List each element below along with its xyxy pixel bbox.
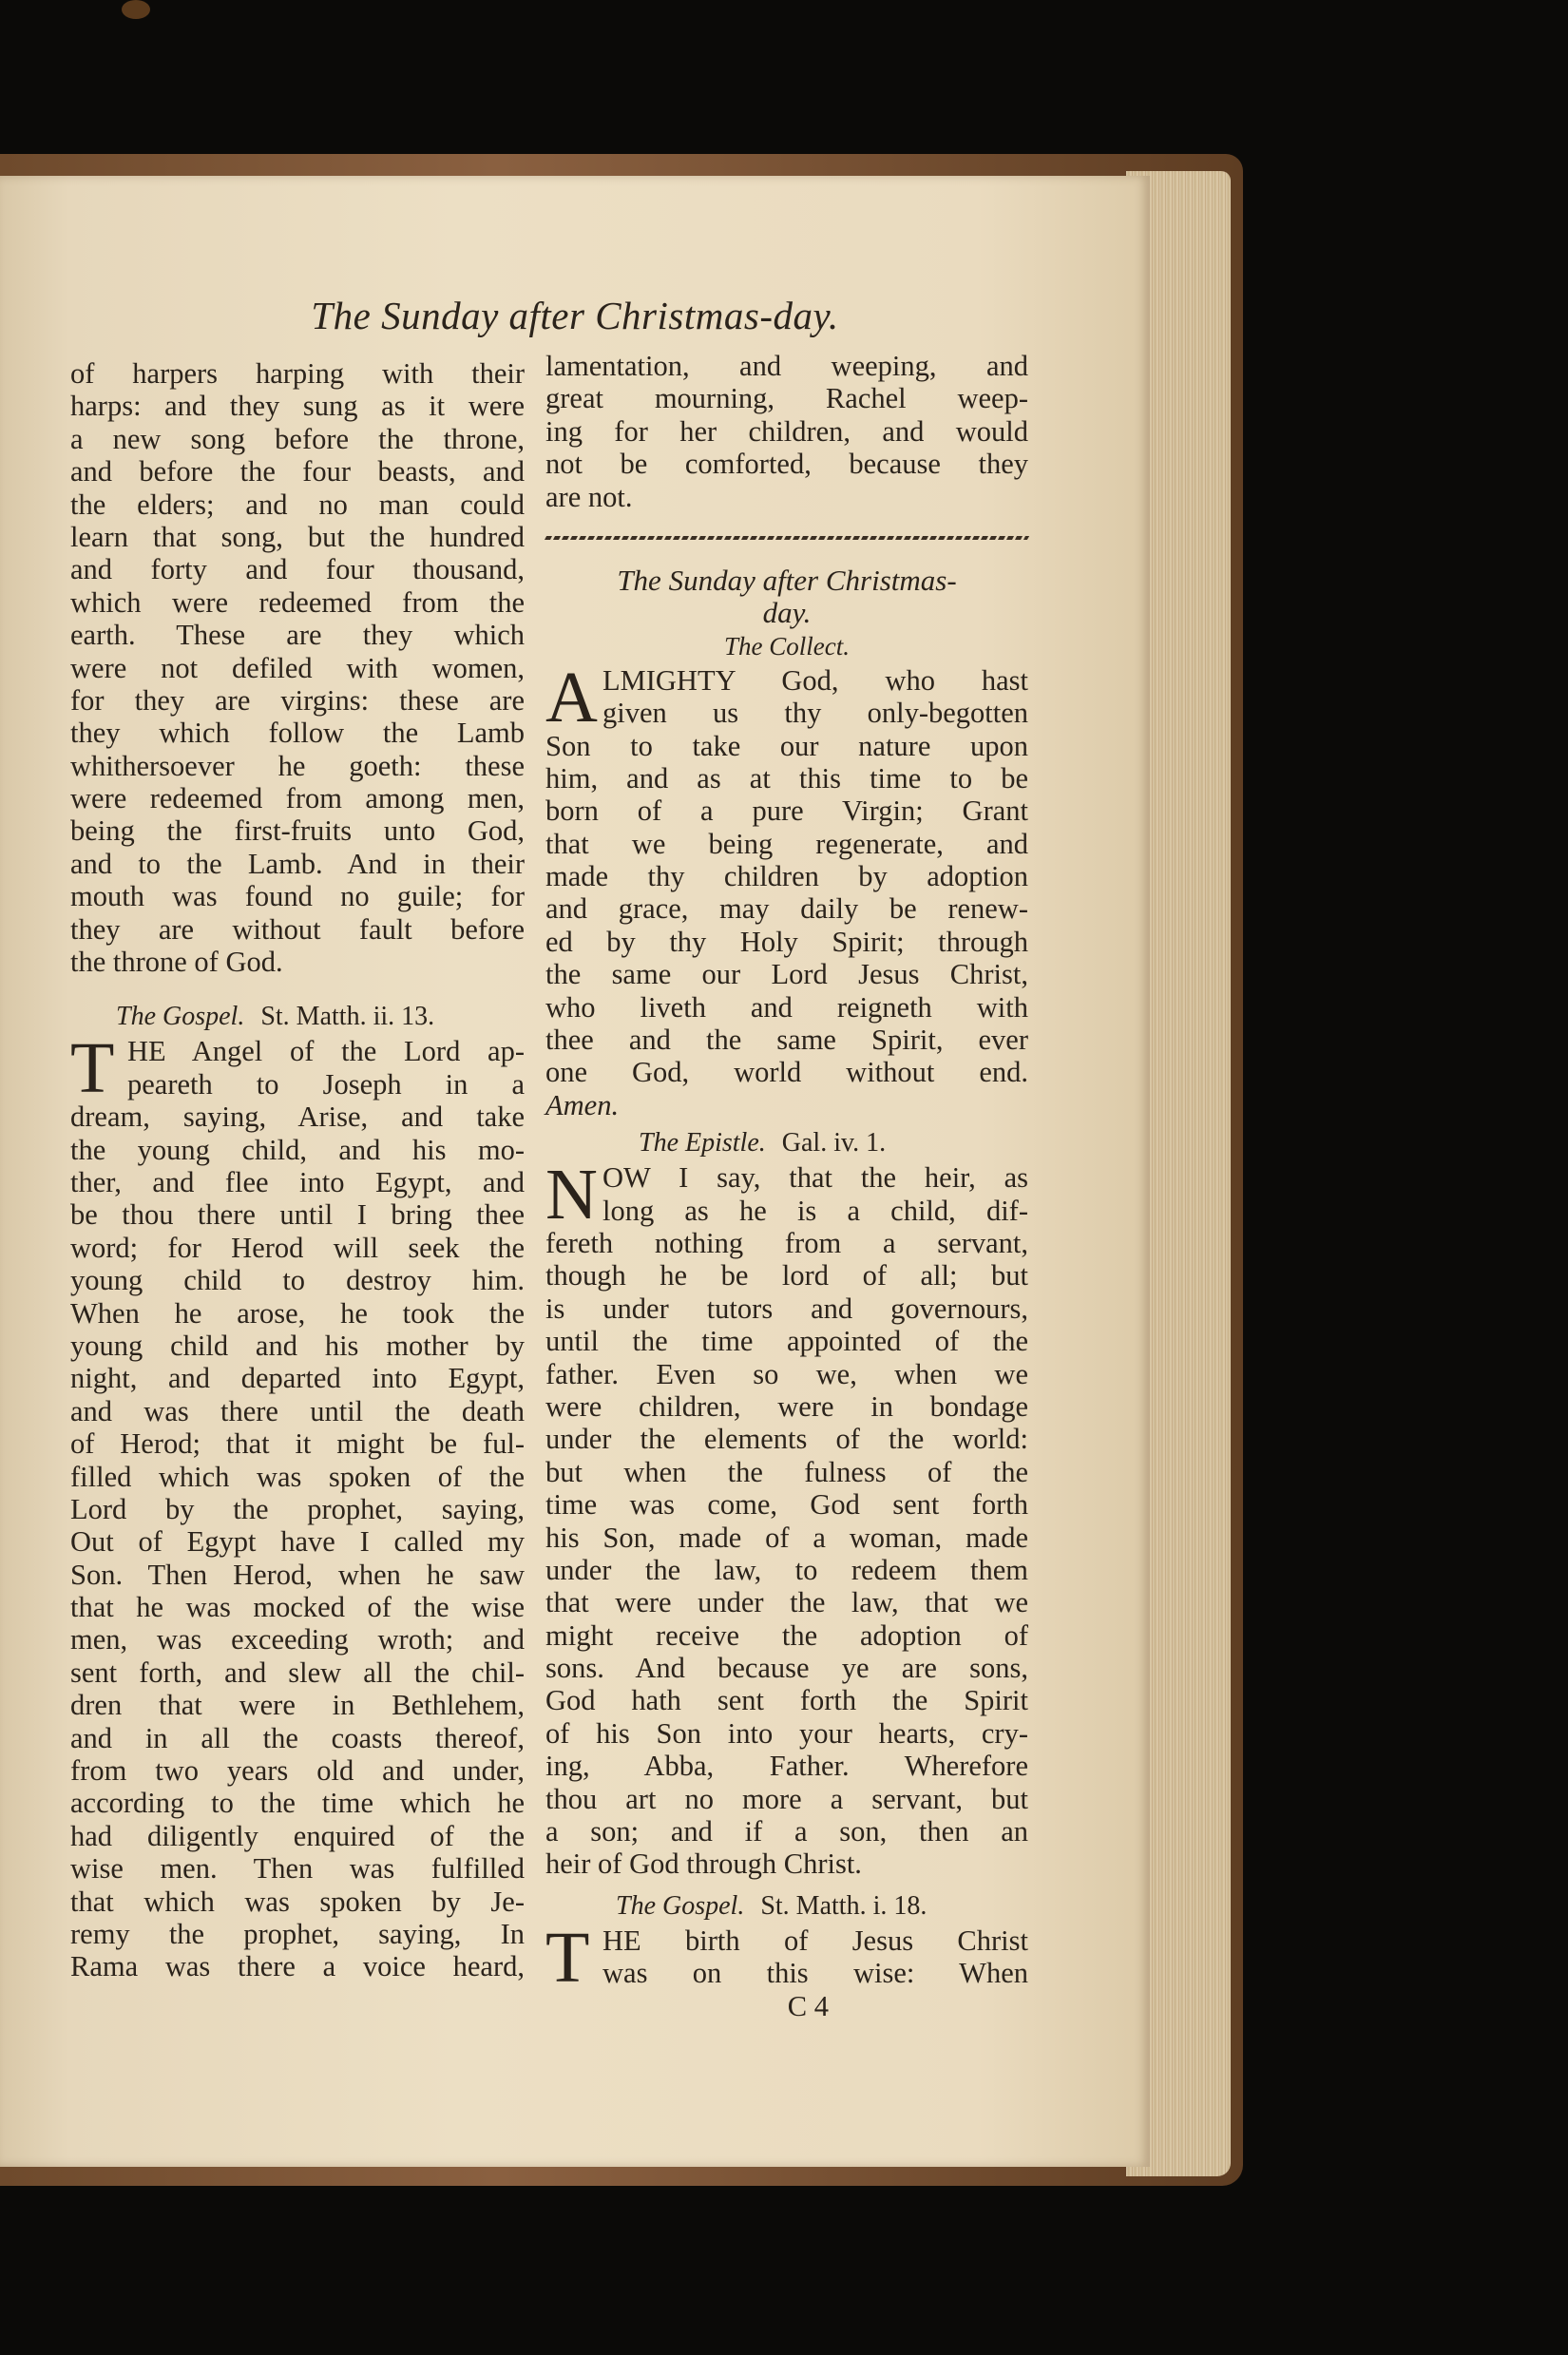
text-line: being the first-fruits unto God, [70, 814, 525, 848]
drop-cap: N [545, 1155, 598, 1235]
text-line: of Herod; that it might be ful- [70, 1427, 525, 1461]
text-line: and before the four beasts, and [70, 455, 525, 488]
text-line: OW I say, that the heir, as [602, 1161, 1028, 1195]
text-line: HE birth of Jesus Christ [602, 1924, 1028, 1957]
text-line: When he arose, he took the [70, 1296, 525, 1330]
text-line: of his Son into your hearts, cry- [545, 1716, 1028, 1750]
collect-text [545, 657, 1028, 1089]
text-line: Son to take our nature upon [545, 729, 1028, 762]
text-line: and grace, may daily be renew- [545, 892, 1028, 926]
text-line: and was there until the death [70, 1394, 525, 1427]
text-line: great mourning, Rachel weep- [545, 382, 1028, 415]
text-line: ing, Abba, Father. Wherefore [545, 1750, 1028, 1783]
text-line: men, was exceeding wroth; and [70, 1623, 525, 1656]
text-line: a new song before the throne, [70, 422, 525, 455]
text-line: and to the Lamb. And in their [70, 847, 525, 880]
text-line: is under tutors and governours, [545, 1292, 1028, 1325]
text-line: the throne of God. [70, 946, 283, 979]
text-line: lamentation, and weeping, and [545, 350, 1028, 382]
text-line: that we being regenerate, and [545, 827, 1028, 860]
text-line: time was come, God sent forth [545, 1488, 1028, 1522]
text-line: according to the time which he [70, 1787, 525, 1820]
gospel2-heading-label: The Gospel. [616, 1890, 745, 1921]
text-line: that which was spoken by Je- [70, 1885, 525, 1918]
drop-cap: A [545, 657, 598, 737]
text-line: that he was mocked of the wise [70, 1591, 525, 1624]
text-line: his Son, made of a woman, made [545, 1521, 1028, 1554]
gospel-heading [70, 1001, 525, 1035]
text-line: God hath sent forth the Spirit [545, 1684, 1028, 1717]
text-line: long as he is a child, dif- [602, 1194, 1028, 1227]
text-line: heir of God through Christ. [545, 1848, 862, 1881]
gospel-paragraph [70, 1028, 525, 1983]
text-line: from two years old and under, [70, 1754, 525, 1788]
text-line: of harpers harping with their [70, 357, 525, 390]
text-line: might receive the adoption of [545, 1618, 1028, 1652]
text-line: be thou there until I bring thee [70, 1198, 525, 1232]
text-line: word; for Herod will seek the [70, 1231, 525, 1264]
right-column [545, 350, 1028, 2022]
text-line: that were under the law, that we [545, 1586, 1028, 1619]
drop-cap: T [545, 1917, 590, 1998]
text-line: given us thy only-begotten [602, 697, 1028, 730]
text-line: ed by thy Holy Spirit; through [545, 925, 1028, 958]
gospel2-paragraph [545, 1917, 1028, 1998]
text-line: him, and as at this time to be [545, 761, 1028, 795]
text-line: made thy children by adoption [545, 860, 1028, 893]
text-line: they which follow the Lamb [70, 717, 525, 750]
text-line: were children, were in bondage [545, 1389, 1028, 1423]
epistle-text [545, 1155, 1028, 1881]
collect-heading: The Collect. [724, 631, 850, 661]
text-line: dren that were in Bethlehem, [70, 1689, 525, 1722]
text-line: whithersoever he goeth: these [70, 749, 525, 782]
epistle-heading-label: The Epistle. [639, 1128, 766, 1158]
text-line: mouth was found no guile; for [70, 880, 525, 913]
text-line: the same our Lord Jesus Christ, [545, 958, 1028, 991]
section-title-line-1: The Sunday after Christmas- [617, 563, 957, 597]
signature-mark: C 4 [787, 1989, 829, 2022]
left-column-continuation [70, 357, 525, 978]
stain-mark [122, 0, 150, 19]
text-line: sent forth, and slew all the chil- [70, 1656, 525, 1689]
text-line: was on this wise: When [602, 1957, 1028, 1990]
text-line: had diligently enquired of the [70, 1819, 525, 1852]
epistle-paragraph [545, 1155, 1028, 1881]
text-line: wise men. Then was fulfilled [70, 1852, 525, 1886]
text-line: filled which was spoken of the [70, 1460, 525, 1493]
gospel2-text [545, 1917, 1028, 1998]
text-line: Out of Egypt have I called my [70, 1525, 525, 1559]
text-line: ing for her children, and would [545, 414, 1028, 448]
text-line: Son. Then Herod, when he saw [70, 1558, 525, 1591]
collect-paragraph [545, 657, 1028, 1089]
left-column [70, 357, 525, 1983]
text-line: until the time appointed of the [545, 1325, 1028, 1358]
section-title-line-2: day. [762, 596, 812, 630]
text-line: were redeemed from among men, [70, 782, 525, 815]
text-line: and in all the coasts thereof, [70, 1721, 525, 1754]
right-column-continuation [545, 350, 1028, 513]
text-line: which were redeemed from the [70, 585, 525, 619]
ornamental-rule [545, 536, 1029, 540]
text-line: one God, world without end. [545, 1056, 1028, 1089]
text-line: ther, and flee into Egypt, and [70, 1165, 525, 1198]
spacer [70, 978, 525, 1001]
gospel-text [70, 1028, 525, 1983]
text-line: sons. And because ye are sons, [545, 1652, 1028, 1685]
text-line: who liveth and reigneth with [545, 990, 1028, 1024]
text-line: under the elements of the world: [545, 1423, 1028, 1456]
text-line: thee and the same Spirit, ever [545, 1024, 1028, 1057]
text-line: born of a pure Virgin; Grant [545, 795, 1028, 828]
text-line: peareth to Joseph in a [127, 1067, 525, 1101]
text-line: but when the fulness of the [545, 1455, 1028, 1488]
text-line: the elders; and no man could [70, 488, 525, 521]
text-line: thou art no more a servant, but [545, 1782, 1028, 1815]
drop-cap: T [70, 1028, 115, 1109]
gospel2-heading [545, 1890, 1028, 1924]
text-line: a son; and if a son, then an [545, 1815, 1028, 1848]
text-line: dream, saying, Arise, and take [70, 1101, 525, 1134]
text-line: are not. [545, 480, 633, 513]
text-line: harps: and they sung as it were [70, 390, 525, 423]
text-line: learn that song, but the hundred [70, 520, 525, 553]
text-line: earth. These are they which [70, 619, 525, 652]
text-line: young child and his mother by [70, 1329, 525, 1362]
text-line: father. Even so we, when we [545, 1357, 1028, 1390]
text-line: LMIGHTY God, who hast [602, 663, 1028, 697]
text-line: were not defiled with women, [70, 651, 525, 684]
text-line: night, and departed into Egypt, [70, 1362, 525, 1395]
epistle-heading-ref: Gal. iv. 1. [781, 1128, 887, 1158]
text-line: Rama was there a voice heard, [70, 1950, 525, 1983]
text-line: they are without fault before [70, 912, 525, 946]
gospel-heading-label: The Gospel. [116, 1002, 245, 1032]
collect-amen: Amen. [545, 1088, 620, 1121]
text-line: though he be lord of all; but [545, 1259, 1028, 1292]
text-line: the young child, and his mo- [70, 1133, 525, 1166]
text-line: for they are virgins: these are [70, 683, 525, 717]
text-line: fereth nothing from a servant, [545, 1226, 1028, 1259]
gospel2-heading-ref: St. Matth. i. 18. [760, 1890, 927, 1921]
text-line: young child to destroy him. [70, 1264, 525, 1297]
text-line: HE Angel of the Lord ap- [127, 1035, 525, 1068]
text-line: remy the prophet, saying, In [70, 1917, 525, 1950]
running-head: The Sunday after Christmas-day. [311, 294, 839, 337]
text-line: not be comforted, because they [545, 448, 1028, 481]
text-line: and forty and four thousand, [70, 553, 525, 586]
epistle-heading [545, 1127, 1028, 1161]
text-line: Lord by the prophet, saying, [70, 1492, 525, 1525]
gospel-heading-ref: St. Matth. ii. 13. [260, 1002, 435, 1032]
text-line: under the law, to redeem them [545, 1553, 1028, 1586]
